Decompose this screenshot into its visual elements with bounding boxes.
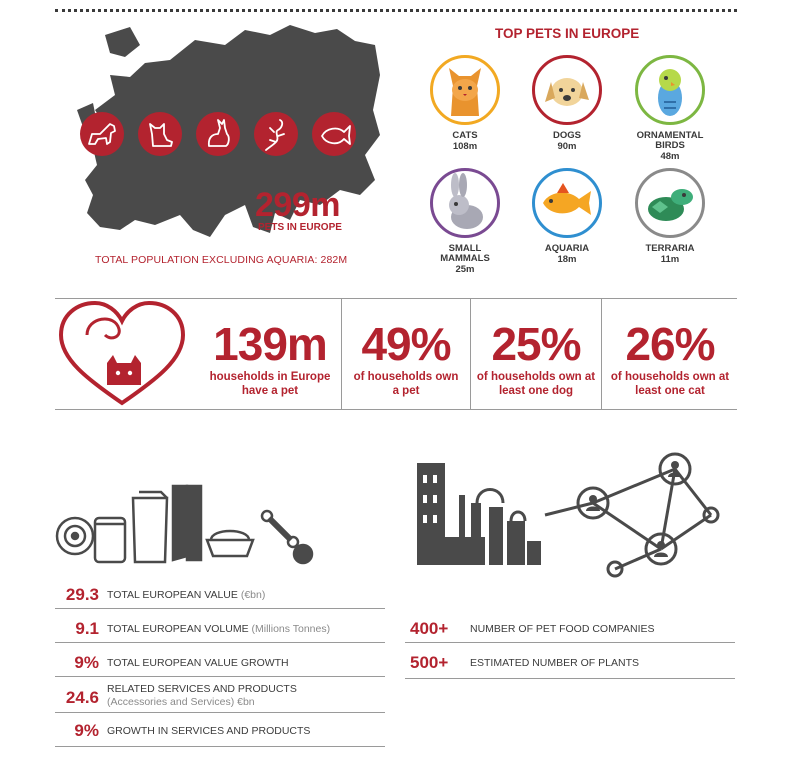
dotted-top-rule [55, 9, 737, 12]
market-figure-row [55, 718, 385, 747]
turtle-icon [635, 168, 705, 238]
pet-card-cats [410, 55, 520, 152]
pet-name-birds: ORNAMENTAL BIRDS [636, 130, 704, 151]
pet-name-terraria: TERRARIA [645, 243, 695, 254]
dog-icon [80, 112, 124, 156]
industry-network-illustration [415, 445, 730, 585]
market-figure-row [55, 582, 385, 609]
stat-value: 25% [491, 318, 581, 370]
stat-caption-line-2: least one cat [635, 385, 705, 397]
stat-caption-line-1: of households own at [476, 371, 596, 383]
stat-value: 139m [213, 318, 327, 370]
pet-name-dogs: DOGS [553, 130, 581, 141]
pet-food-products-illustration [55, 478, 315, 568]
pet-card-small-mammals [410, 168, 520, 275]
figure-label: ESTIMATED NUMBER OF PLANTS [470, 657, 639, 669]
figure-value: 9.1 [75, 619, 99, 638]
stat-caption-line-1: of households own [353, 371, 459, 383]
figure-label-unit: (€bn) [240, 589, 266, 601]
bird-icon [635, 55, 705, 125]
pet-value-birds: 48m [660, 151, 680, 162]
figure-value: 9% [74, 721, 99, 740]
stat-share-own-cat [603, 299, 737, 409]
pet-value-aquaria: 18m [557, 254, 577, 265]
stat-value: 49% [361, 318, 451, 370]
goldfish-icon [312, 112, 356, 156]
figure-label-text: TOTAL EUROPEAN VALUE GROWTH [107, 657, 289, 669]
stat-divider [470, 299, 471, 409]
population-note: TOTAL POPULATION EXCLUDING AQUARIA: 282M [95, 254, 348, 266]
figure-label [107, 589, 265, 601]
pet-name-aquaria: AQUARIA [544, 243, 590, 254]
stat-caption-line-2: least one dog [498, 385, 574, 397]
pets-total-label: PETS IN EUROPE [258, 222, 342, 233]
pet-value-small-mammals: 25m [455, 264, 475, 275]
stat-divider [341, 299, 342, 409]
pet-value-terraria: 11m [660, 254, 680, 265]
figure-value: 29.3 [65, 585, 99, 604]
pet-value-dogs: 90m [557, 141, 577, 152]
figure-label-text: GROWTH IN SERVICES AND PRODUCTS [107, 725, 311, 737]
market-figure-row [55, 616, 385, 643]
figure-label [107, 623, 330, 635]
industry-figure-row [405, 616, 735, 643]
household-stats-band [55, 298, 737, 410]
figure-label [107, 683, 297, 709]
figure-label-unit: (Accessories and Services) €bn [107, 696, 255, 708]
pet-card-aquaria [512, 168, 622, 265]
figure-label: NUMBER OF PET FOOD COMPANIES [470, 623, 655, 635]
cat-icon [430, 55, 500, 125]
cat-icon [138, 112, 182, 156]
figure-label-unit: (Millions Tonnes) [251, 623, 331, 635]
industry-figure-row [405, 650, 735, 679]
dog-icon [532, 55, 602, 125]
lizard-icon [254, 112, 298, 156]
top-pets-title: TOP PETS IN EUROPE [495, 26, 640, 41]
pet-value-cats: 108m [452, 141, 478, 152]
pets-total-value: 299m [255, 186, 340, 224]
pet-card-terraria [615, 168, 725, 265]
stat-caption-line-1: households in Europe [209, 371, 331, 383]
figure-label-text: TOTAL EUROPEAN VOLUME [107, 623, 249, 635]
goldfish-icon [532, 168, 602, 238]
rabbit-icon [196, 112, 240, 156]
pet-name-small-mammals: SMALL MAMMALS [440, 243, 490, 264]
stat-caption-line-1: of households own at [610, 371, 730, 383]
figure-label [107, 657, 289, 669]
stat-caption-line-2: a pet [392, 385, 420, 397]
stat-value: 26% [625, 318, 715, 370]
figure-label-text: RELATED SERVICES AND PRODUCTS [107, 683, 297, 695]
stat-households-with-pet [200, 299, 340, 409]
market-figure-row [55, 680, 385, 713]
pet-card-birds [615, 55, 725, 162]
market-figure-row [55, 650, 385, 677]
figure-value: 400+ [410, 619, 449, 638]
figure-value: 500+ [410, 653, 449, 672]
pet-name-cats: CATS [452, 130, 478, 141]
rabbit-icon [430, 168, 500, 238]
stat-share-own-pet [343, 299, 469, 409]
pet-card-dogs [512, 55, 622, 152]
stat-divider [601, 299, 602, 409]
stat-caption-line-2: have a pet [241, 385, 299, 397]
figure-value: 24.6 [65, 688, 99, 707]
heart-pet-icon [57, 299, 187, 409]
figure-label [107, 725, 310, 737]
stat-share-own-dog [472, 299, 600, 409]
figure-value: 9% [74, 653, 99, 672]
figure-label-text: TOTAL EUROPEAN VALUE [107, 589, 238, 601]
